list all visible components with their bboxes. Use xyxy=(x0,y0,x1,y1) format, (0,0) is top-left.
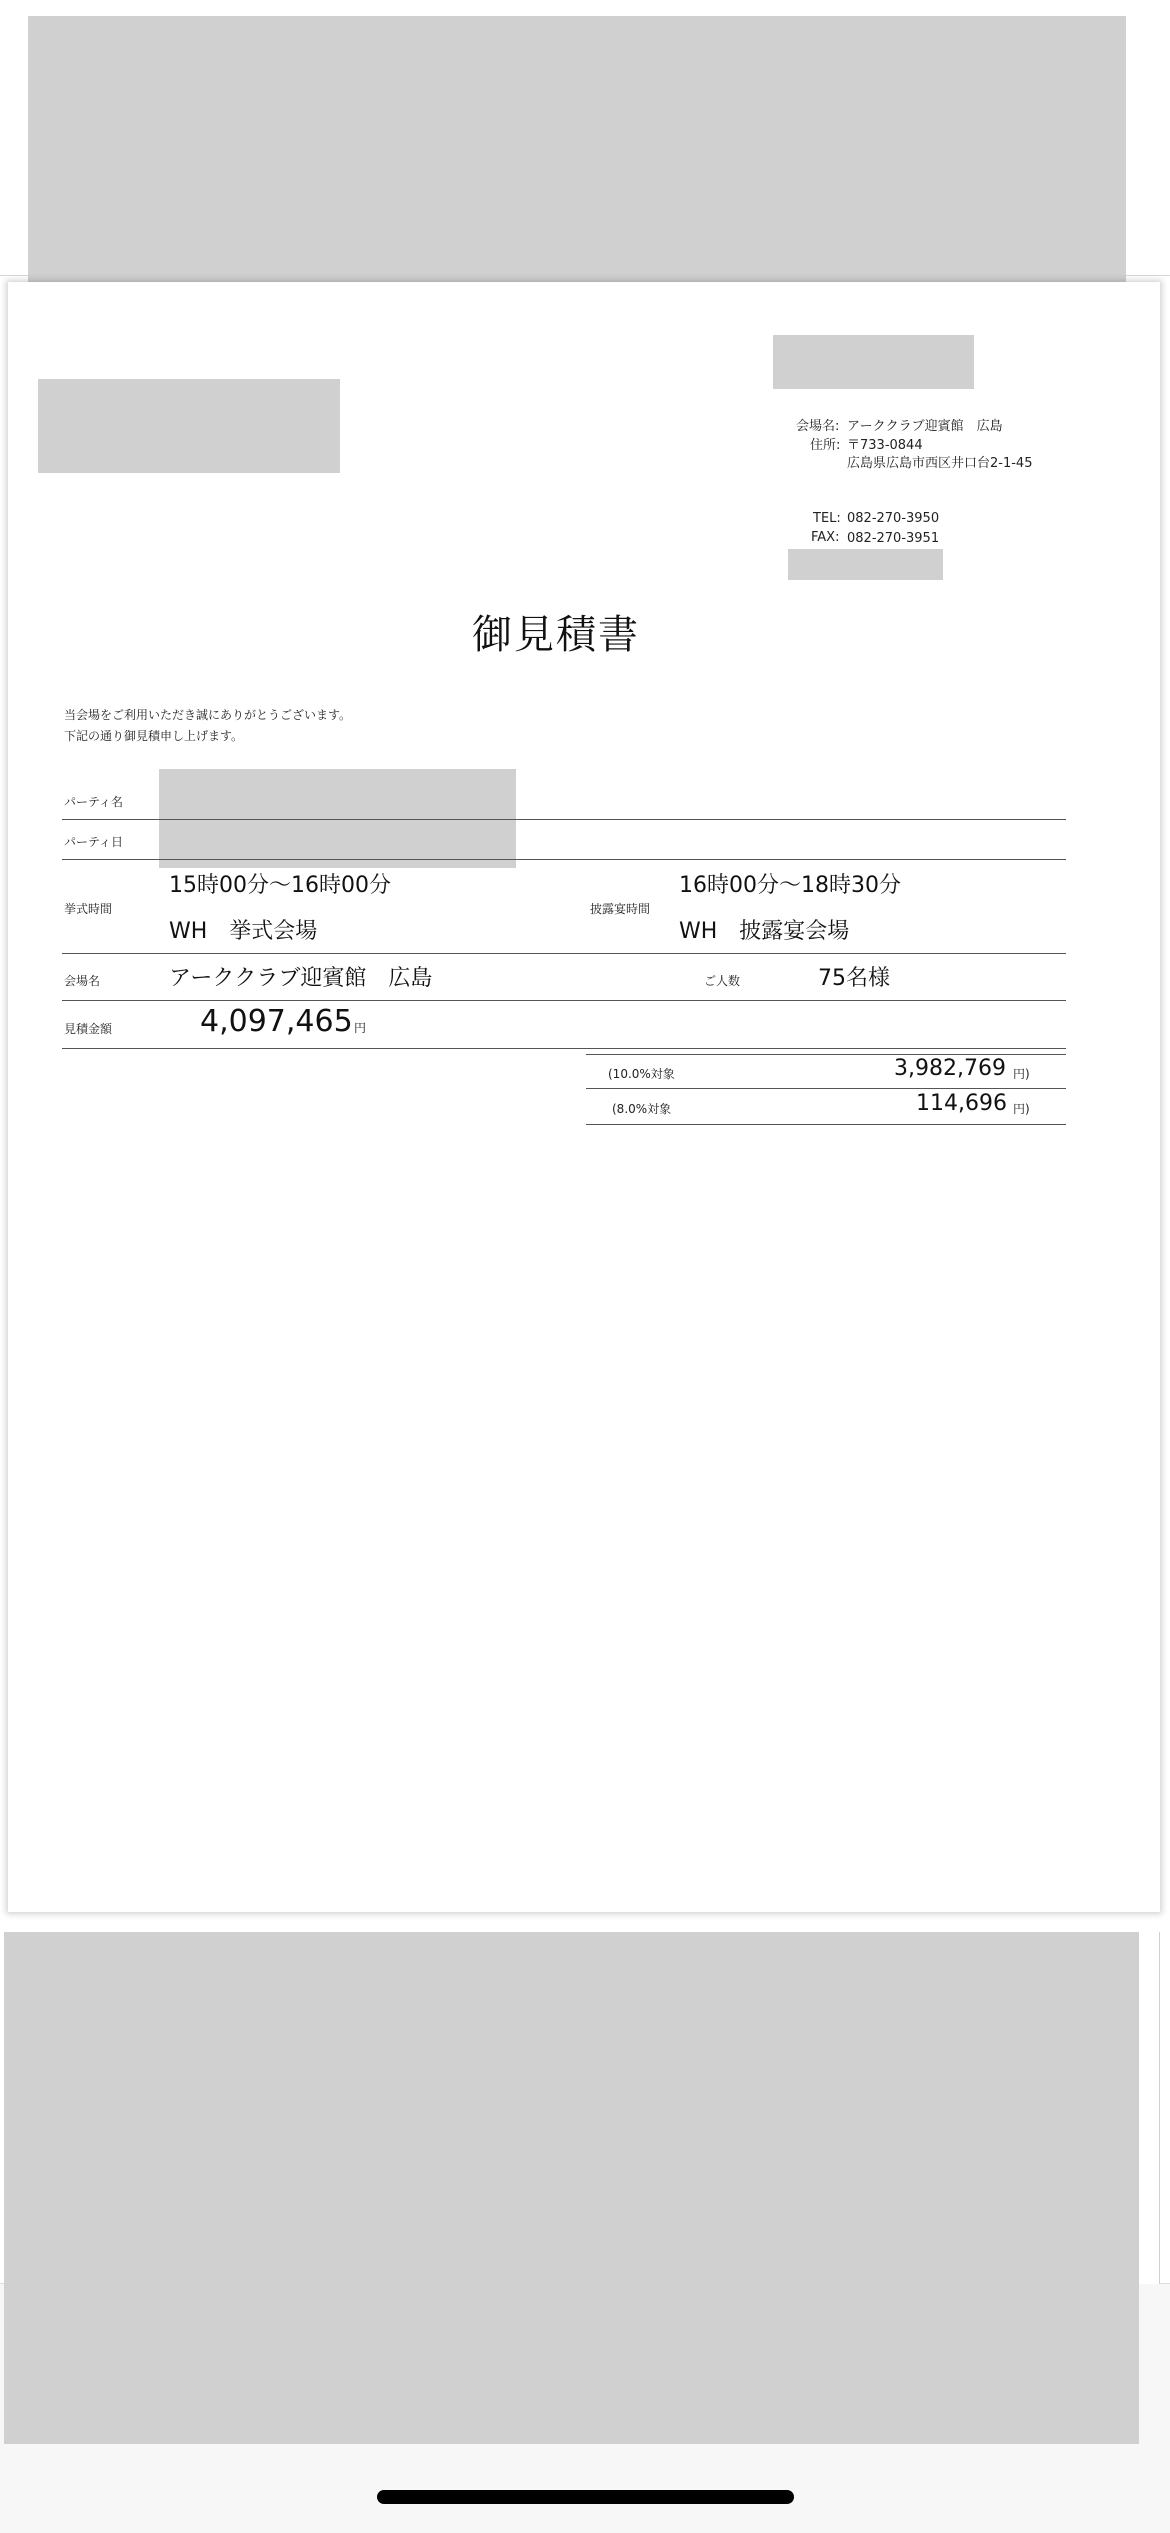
document-title: 御見積書 xyxy=(472,612,640,658)
divider-tax-top xyxy=(586,1054,1066,1055)
divider-party-name xyxy=(62,819,1066,820)
guests-label: ご人数 xyxy=(704,974,741,988)
reception-time: 16時00分〜18時30分 xyxy=(679,873,901,898)
divider-tax-mid xyxy=(586,1088,1066,1089)
divider-estimate xyxy=(62,1048,1066,1049)
party-name-label: パーティ名 xyxy=(64,795,124,809)
stamp-redacted xyxy=(788,549,943,580)
estimate-document-page[interactable] xyxy=(8,282,1160,1912)
tax10-label: (10.0%対象 xyxy=(608,1067,675,1081)
ceremony-time: 15時00分〜16時00分 xyxy=(169,873,391,898)
venue-label: 会場名 xyxy=(64,974,101,988)
fax-value: 082-270-3951 xyxy=(847,531,940,546)
previous-page-redacted xyxy=(28,16,1126,288)
client-name-redacted xyxy=(38,379,340,473)
address-value: 広島県広島市西区井口台2-1-45 xyxy=(847,456,1033,471)
venue-info-label: 会場名: xyxy=(796,419,840,434)
greeting-line-2: 下記の通り御見積申し上げます。 xyxy=(64,729,244,743)
divider-venue xyxy=(62,1000,1066,1001)
tel-label: TEL: xyxy=(813,511,841,526)
next-page-redacted xyxy=(4,1932,1139,2444)
ceremony-room: WH 挙式会場 xyxy=(169,919,318,944)
tax8-label: (8.0%対象 xyxy=(612,1102,672,1116)
estimate-label: 見積金額 xyxy=(64,1022,113,1036)
ceremony-time-label: 挙式時間 xyxy=(64,902,113,916)
reception-time-label: 披露宴時間 xyxy=(590,902,651,916)
divider-tax-bottom xyxy=(586,1124,1066,1125)
divider-times xyxy=(62,953,1066,954)
company-logo-redacted xyxy=(773,335,974,389)
guests-count: 75名様 xyxy=(818,966,890,991)
reception-room: WH 披露宴会場 xyxy=(679,919,850,944)
tax10-unit: 円) xyxy=(1013,1067,1030,1081)
fax-label: FAX: xyxy=(811,530,840,545)
venue-info-value: アーククラブ迎賓館 広島 xyxy=(847,419,1003,434)
tax10-amount: 3,982,769 xyxy=(894,1056,1006,1081)
party-date-label: パーティ日 xyxy=(64,835,124,849)
venue-name: アーククラブ迎賓館 広島 xyxy=(169,966,433,991)
address-label: 住所: xyxy=(810,438,841,453)
greeting-line-1: 当会場をご利用いただき誠にありがとうございます。 xyxy=(64,708,352,722)
tax8-unit: 円) xyxy=(1013,1102,1030,1116)
estimate-amount: 4,097,465 xyxy=(200,1004,353,1039)
home-indicator[interactable] xyxy=(377,2490,794,2504)
estimate-yen: 円 xyxy=(354,1021,367,1035)
postal-code: 〒733-0844 xyxy=(847,438,923,453)
divider-party-date xyxy=(62,859,1066,860)
tax8-amount: 114,696 xyxy=(916,1091,1007,1116)
next-page-edge xyxy=(1139,1932,1160,2284)
tel-value: 082-270-3950 xyxy=(847,511,940,526)
